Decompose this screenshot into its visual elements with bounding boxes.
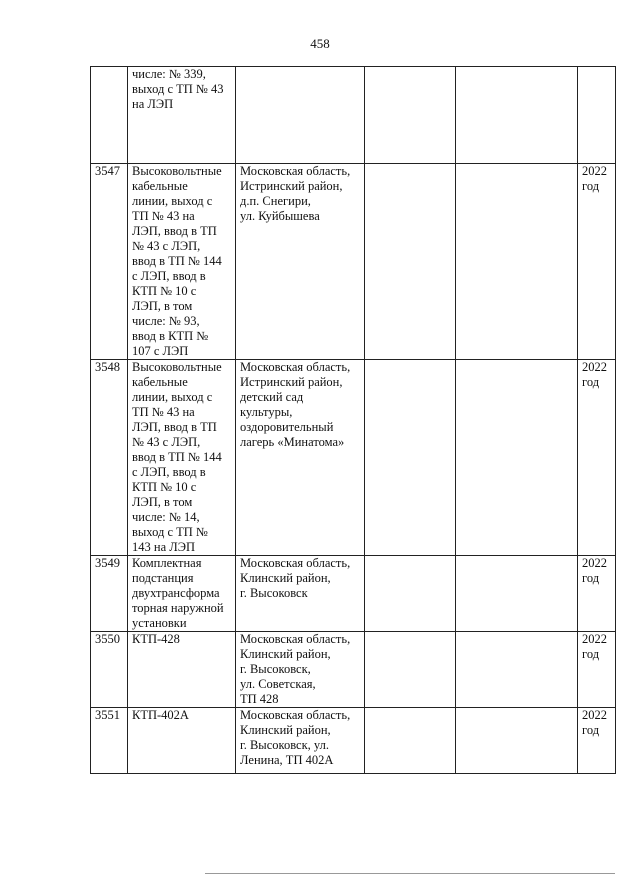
object-name: Комплектная подстанция двухтрансформа торная наружной установки	[128, 556, 236, 632]
empty-cell	[365, 708, 456, 774]
object-address: Московская область, Истринский район, д.п. Снегири, ул. Куйбышева	[236, 164, 365, 360]
empty-cell	[365, 67, 456, 164]
empty-cell	[365, 164, 456, 360]
row-number: 3551	[91, 708, 128, 774]
object-name: КТП-402А	[128, 708, 236, 774]
table-row	[91, 67, 616, 164]
row-number	[91, 67, 128, 164]
object-name: Высоковольтные кабельные линии, выход с ТП № 43 на ЛЭП, ввод в ТП № 43 с ЛЭП, ввод в ТП № 144 с ЛЭП, ввод в КТП № 10 с ЛЭП, в том числе: № 93, ввод в КТП № 107 с ЛЭП	[128, 164, 236, 360]
year-cell	[578, 67, 616, 164]
page-number: 458	[310, 36, 330, 51]
object-address	[236, 67, 365, 164]
year-cell: 2022 год	[578, 632, 616, 708]
table-row	[91, 360, 616, 556]
year-cell: 2022 год	[578, 556, 616, 632]
object-name: Высоковольтные кабельные линии, выход с ТП № 43 на ЛЭП, ввод в ТП № 43 с ЛЭП, ввод в ТП № 144 с ЛЭП, ввод в КТП № 10 с ЛЭП, в том числе: № 14, выход с ТП № 143 на ЛЭП	[128, 360, 236, 556]
table-row	[91, 164, 616, 360]
empty-cell	[456, 164, 578, 360]
empty-cell	[456, 708, 578, 774]
table-row	[91, 632, 616, 708]
empty-cell	[365, 632, 456, 708]
row-number: 3550	[91, 632, 128, 708]
empty-cell	[456, 556, 578, 632]
row-number: 3547	[91, 164, 128, 360]
object-address: Московская область, Истринский район, детский сад культуры, оздоровительный лагерь «Минатома»	[236, 360, 365, 556]
row-number: 3548	[91, 360, 128, 556]
year-cell: 2022 год	[578, 708, 616, 774]
empty-cell	[456, 632, 578, 708]
year-cell: 2022 год	[578, 360, 616, 556]
object-address: Московская область, Клинский район, г. Высоковск, ул. Ленина, ТП 402А	[236, 708, 365, 774]
table-row	[91, 556, 616, 632]
year-cell: 2022 год	[578, 164, 616, 360]
object-address: Московская область, Клинский район, г. Высоковск, ул. Советская, ТП 428	[236, 632, 365, 708]
page-edge-line	[205, 873, 615, 874]
object-address: Московская область, Клинский район, г. Высоковск	[236, 556, 365, 632]
empty-cell	[365, 556, 456, 632]
registry-table	[90, 66, 616, 774]
empty-cell	[456, 360, 578, 556]
row-number: 3549	[91, 556, 128, 632]
object-name: КТП-428	[128, 632, 236, 708]
table-row	[91, 708, 616, 774]
object-name: числе: № 339, выход с ТП № 43 на ЛЭП	[128, 67, 236, 164]
empty-cell	[365, 360, 456, 556]
empty-cell	[456, 67, 578, 164]
